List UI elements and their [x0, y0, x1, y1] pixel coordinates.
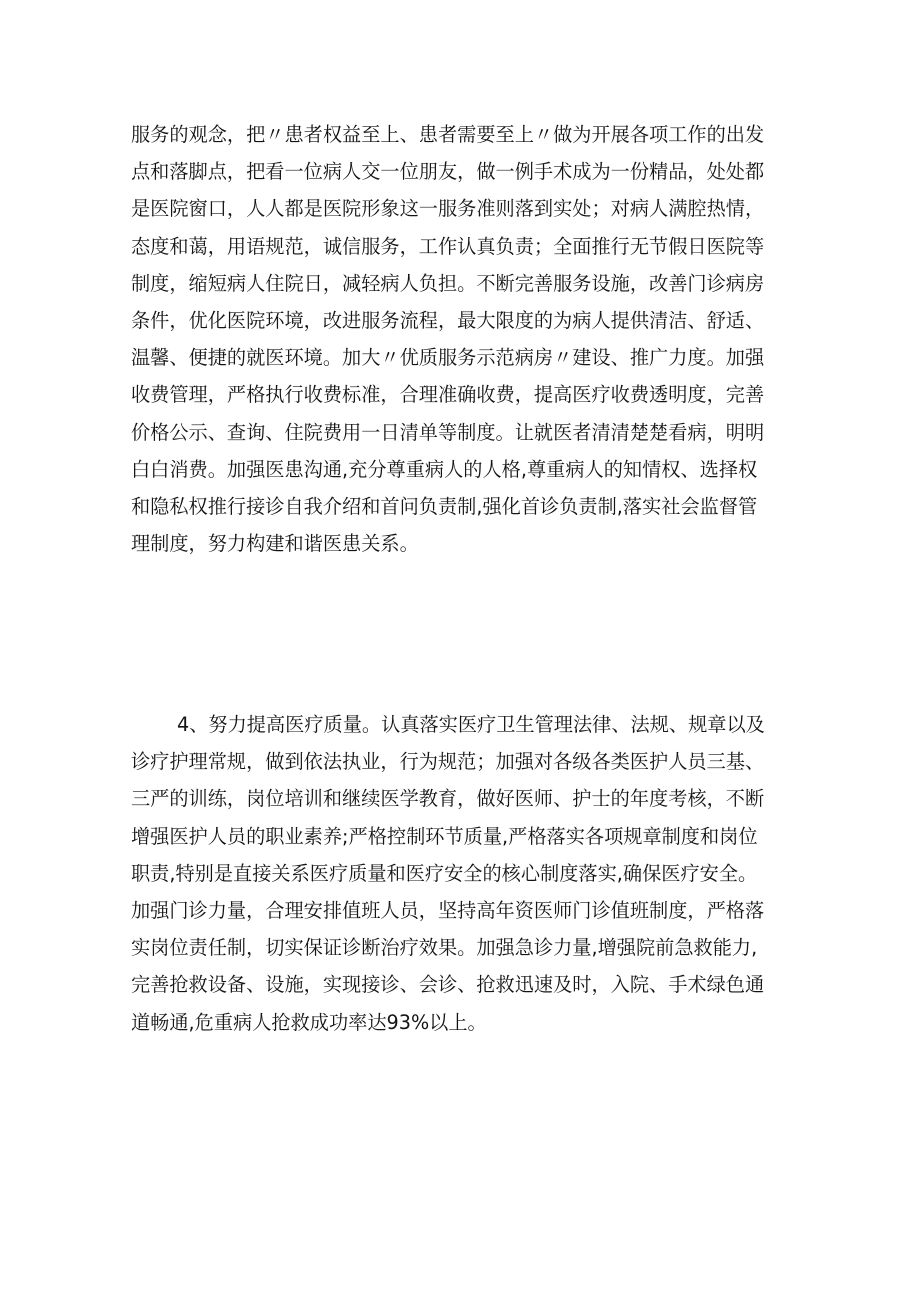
paragraph-medical-quality	[131, 706, 811, 1041]
text-line: 诊疗护理常规，做到依法执业，行为规范；加强对各级各类医护人员三基、	[131, 750, 765, 774]
text-line: 实岗位责任制，切实保证诊断治疗效果。加强急诊力量,增强院前急救能力,	[131, 936, 758, 960]
text-line: 价格公示、查询、住院费用一日清单等制度。让就医者清清楚楚看病，明明	[131, 420, 765, 444]
text-line: 是医院窗口，人人都是医院形象这一服务准则落到实处；对病人满腔热情，	[131, 197, 765, 221]
text-line: 制度，缩短病人住院日，减轻病人负担。不断完善服务设施，改善门诊病房	[131, 271, 765, 295]
text-line: 和隐私权推行接诊自我介绍和首问负责制,强化首诊负责制,落实社会监督管	[131, 494, 758, 518]
text-line: 职责,特别是直接关系医疗质量和医疗安全的核心制度落实,确保医疗安全。	[131, 861, 758, 885]
text-line: 收费管理，严格执行收费标准，合理准确收费，提高医疗收费透明度，完善	[131, 383, 765, 407]
text-line: 白白消费。加强医患沟通,充分尊重病人的人格,尊重病人的知情权、选择权	[131, 457, 758, 481]
text-line: 点和落脚点，把看一位病人交一位朋友，做一例手术成为一份精品，处处都	[131, 160, 765, 184]
text-line: 理制度，努力构建和谐医患关系。	[131, 532, 419, 556]
text-line-indented: 4、努力提高医疗质量。认真落实医疗卫生管理法律、法规、规章以及	[177, 713, 765, 736]
text-line: 完善抢救设备、设施，实现接诊、会诊、抢救迅速及时，入院、手术绿色通	[131, 973, 765, 997]
text-line: 服务的观念，把〃患者权益至上、患者需要至上〃做为开展各项工作的出发	[131, 123, 765, 146]
text-line: 加强门诊力量，合理安排值班人员，坚持高年资医师门诊值班制度，严格落	[131, 898, 765, 922]
paragraph-patient-service	[131, 116, 811, 562]
text-line: 道畅通,危重病人抢救成功率达93%以上。	[131, 1010, 487, 1034]
text-line: 条件，优化医院环境，改进服务流程，最大限度的为病人提供清洁、舒适、	[131, 308, 765, 332]
text-line: 态度和蔼，用语规范，诚信服务，工作认真负责；全面推行无节假日医院等	[131, 234, 765, 258]
text-line: 增强医护人员的职业素养;严格控制环节质量,严格落实各项规章制度和岗位	[131, 824, 758, 848]
text-line: 三严的训练，岗位培训和继续医学教育，做好医师、护士的年度考核，不断	[131, 787, 765, 811]
text-line: 温馨、便捷的就医环境。加大〃优质服务示范病房〃建设、推广力度。加强	[131, 346, 765, 370]
